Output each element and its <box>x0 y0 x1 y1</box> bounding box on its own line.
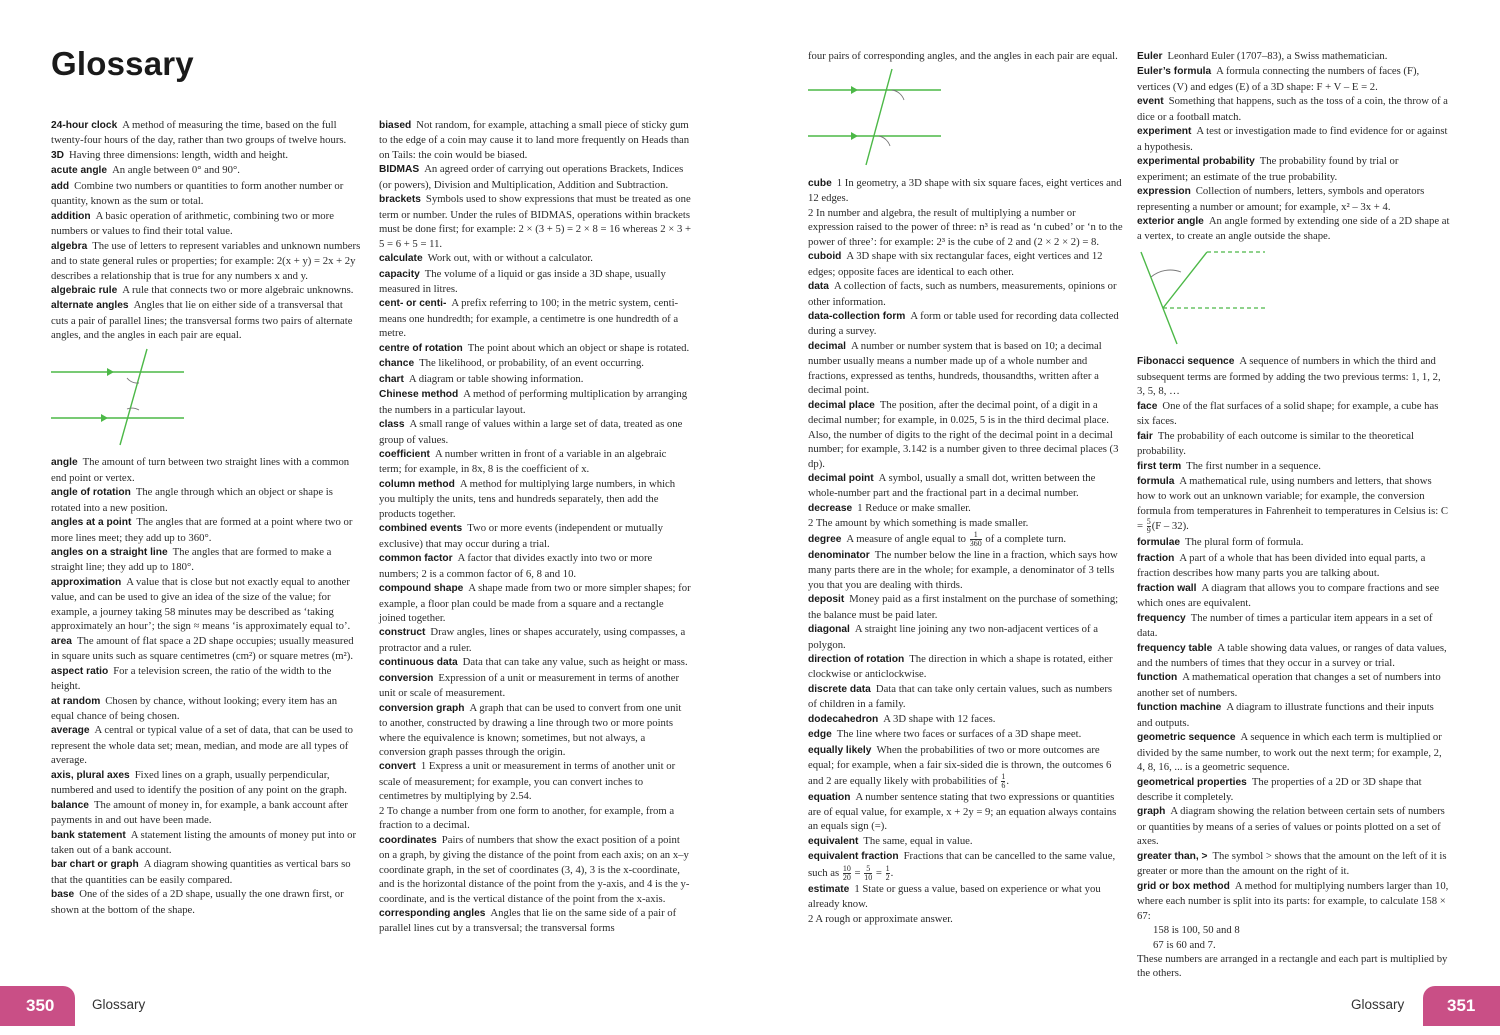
glossary-entry <box>808 531 1123 548</box>
glossary-term: denominator <box>808 549 870 561</box>
exterior-angles-diagram <box>1137 248 1450 350</box>
glossary-definition: A small range of values within a large set of data, treated as one group of values. <box>379 418 683 446</box>
glossary-entry <box>379 162 691 192</box>
glossary-term: corresponding angles <box>379 908 486 920</box>
glossary-definition: Having three dimensions: length, width and height. <box>69 148 289 161</box>
glossary-definition: Something that happens, such as the toss of a coin, the throw of a dice or a football match. <box>1137 95 1448 123</box>
glossary-entry <box>1137 849 1450 879</box>
glossary-definition: A method of performing multiplication by arranging the numbers in a particular layout. <box>379 388 688 416</box>
glossary-definition: The line where two faces or surfaces of a 3D shape meet. <box>836 728 1082 741</box>
glossary-term: angle <box>51 457 78 469</box>
glossary-entry <box>379 341 691 356</box>
glossary-term: balance <box>51 799 89 811</box>
glossary-definition: Leonhard Euler (1707–83), a Swiss mathematician. <box>1167 50 1388 62</box>
glossary-definition: The angles that are formed at a point where two or more lines meet; they add up to 360°. <box>51 516 353 544</box>
glossary-entry: 2 A rough or approximate answer. <box>808 912 953 925</box>
glossary-term: convert <box>379 761 416 773</box>
glossary-definition: The point about which an object or shape is rotated. <box>467 341 690 354</box>
glossary-term: fair <box>1137 430 1153 442</box>
glossary-definition: A method for multiplying numbers larger than 10, where each number is split into its parts: for example, to calculate 158 × 67: <box>1137 879 1449 922</box>
glossary-term: first term <box>1137 460 1182 472</box>
glossary-definition: A straight line joining any two non-adjacent vertices of a polygon. <box>808 623 1098 651</box>
glossary-definition: Angles that lie on either side of a transversal that cuts a pair of parallel lines; the transversal forms two pairs of alternate angles, and the angles in each pair are equal. <box>51 299 353 342</box>
glossary-term: capacity <box>379 268 420 280</box>
glossary-definition: For a television screen, the ratio of the width to the height. <box>51 664 332 693</box>
glossary-definition: The direction in which a shape is rotated, either clockwise or anticlockwise. <box>808 652 1113 681</box>
glossary-entry <box>1137 730 1450 774</box>
glossary-entry <box>379 267 691 297</box>
right-page-number: 351 <box>1447 996 1476 1015</box>
glossary-definition: A method of measuring the time, based on the full twenty-four hours of the day, rather than two groups of twelve hours. <box>51 119 347 147</box>
glossary-entry: 2 The amount by which something is made smaller. <box>808 517 1029 530</box>
glossary-entry <box>1137 184 1450 214</box>
glossary-definition: A number or number system that is based on 10; a decimal number usually means a number made up of a whole number and fractions, expressed as tenths, hundreds, thousandths, written after a decimal point. <box>808 339 1102 397</box>
glossary-definition: A mathematical rule, using numbers and letters, that shows how to work out an unknown variable; for example, the conversion formula from temperatures in Fahrenheit to temperatures in Celsius is: C = $\frac{5}{9}$ (F – 32). <box>1137 474 1449 536</box>
glossary-entry <box>51 239 361 283</box>
glossary-term: conversion <box>379 672 434 684</box>
glossary-definition: The symbol > shows that the amount on the left of it is greater or more than the amount on the right of it. <box>1137 849 1447 878</box>
glossary-term: decimal point <box>808 472 874 484</box>
glossary-entry <box>1137 459 1450 474</box>
glossary-entry <box>379 759 691 803</box>
glossary-entry <box>808 834 1123 849</box>
glossary-entry <box>1137 474 1450 535</box>
glossary-definition: A test or investigation made to find evidence for or against a hypothesis. <box>1137 125 1448 153</box>
glossary-definition: A rule that connects two or more algebraic unknowns. <box>122 283 354 296</box>
glossary-definition: When the probabilities of two or more outcomes are equal; for example, when a fair six-sided die is thrown, the outcomes 6 and 2 are equally likely with probabilities of $\frac{1}{6}$ . <box>808 743 1112 790</box>
glossary-term: equation <box>808 791 851 803</box>
glossary-entry <box>51 723 361 767</box>
glossary-definition: The use of letters to represent variables and unknown numbers and to state general rules or properties; for example: 2(x + y) = 2x + 2y describes a relationship that is true for any numbers x and y. <box>51 239 361 282</box>
glossary-term: formulae <box>1137 537 1181 549</box>
glossary-term: area <box>51 635 72 647</box>
glossary-entry <box>808 622 1123 652</box>
glossary-definition: The properties of a 2D or 3D shape that describe it completely. <box>1137 775 1422 804</box>
glossary-term: deposit <box>808 594 845 606</box>
glossary-term: frequency <box>1137 612 1186 624</box>
glossary-entry <box>808 471 1123 501</box>
glossary-term: cent- or centi- <box>379 298 447 310</box>
glossary-entry <box>379 833 691 906</box>
glossary-entry <box>379 655 691 670</box>
glossary-definition: The amount of money in, for example, a bank account after payments in and out have been made. <box>51 798 348 827</box>
glossary-term: Euler’s formula <box>1137 66 1212 78</box>
glossary-term: data-collection form <box>808 310 906 322</box>
glossary-definition: A diagram showing the relation between certain sets of numbers or quantities by means of a series of values or points plotted on a set of axes. <box>1137 805 1445 848</box>
glossary-definition: An angle between 0° and 90°. <box>112 164 240 177</box>
glossary-term: function machine <box>1137 702 1222 714</box>
glossary-definition: The first number in a sequence. <box>1186 459 1321 472</box>
glossary-term: coefficient <box>379 448 430 460</box>
glossary-term: calculate <box>379 253 423 265</box>
glossary-definition: Symbols used to show expressions that must be treated as one term or number. Under the rules of BIDMAS, operations within brackets must be done first; for example: 2 × (3 + 5) = 2 × 8 = 16 whereas 2 × 3 + 5 = 6 + 5 = 11. <box>379 193 691 250</box>
glossary-term: cuboid <box>808 251 842 263</box>
glossary-definition: The number of times a particular item appears in a set of data. <box>1137 611 1433 640</box>
glossary-entry <box>51 283 361 298</box>
glossary-entry <box>1137 879 1450 923</box>
glossary-term: angles at a point <box>51 517 132 529</box>
glossary-entry <box>379 625 691 655</box>
glossary-definition: The amount of flat space a 2D shape occupies; usually measured in square units such as square centimetres (cm²) or square metres (m²). <box>51 634 354 663</box>
glossary-entry <box>379 906 691 936</box>
glossary-term: centre of rotation <box>379 342 463 354</box>
glossary-entry <box>1137 64 1450 94</box>
glossary-term: frequency table <box>1137 642 1213 654</box>
left-footer-label: Glossary <box>92 997 146 1012</box>
glossary-entry <box>808 279 1123 309</box>
glossary-term: construct <box>379 627 426 639</box>
glossary-entry <box>379 477 691 521</box>
glossary-entry: 2 To change a number from one form to another, for example, from a fraction to a decimal. <box>379 804 675 832</box>
glossary-column-1 <box>51 118 361 917</box>
glossary-definition: Fractions that can be cancelled to the same value, such as $\frac{10}{20}$ = $\frac{5}{10}$ = $\frac{1}{2}$ . <box>808 850 1116 882</box>
glossary-definition: Money paid as a first instalment on the purchase of something; the balance must be paid later. <box>808 593 1119 621</box>
glossary-entry: 158 is 100, 50 and 8 <box>1153 924 1240 937</box>
glossary-term: fraction <box>1137 552 1175 564</box>
glossary-term: continuous data <box>379 657 458 669</box>
glossary-definition: An agreed order of carrying out operations Brackets, Indices (or powers), Division and Multiplication, Addition and Subtraction. <box>379 163 684 191</box>
glossary-definition: The amount of turn between two straight lines with a common end point or vertex. <box>51 456 350 484</box>
glossary-entry <box>1137 700 1450 730</box>
glossary-entry <box>379 387 691 417</box>
glossary-definition: A shape made from two or more simpler shapes; for example, a floor plan could be made from a square and a rectangle joined together. <box>379 582 691 624</box>
glossary-term: graph <box>1137 806 1166 818</box>
glossary-term: event <box>1137 96 1164 108</box>
glossary-definition: The likelihood, or probability, of an event occurring. <box>419 357 644 370</box>
glossary-entry <box>808 712 1123 727</box>
glossary-entry <box>1137 429 1450 459</box>
glossary-definition: Not random, for example, attaching a small piece of sticky gum to the edge of a coin may cause it to land more frequently on Heads than on Tails: the coin would be biased. <box>379 119 690 161</box>
glossary-entry <box>1137 581 1450 611</box>
glossary-definition: A prefix referring to 100; in the metric system, centi- means one hundredth; for example, a centimetre is one hundredth of a metre. <box>379 297 679 340</box>
glossary-definition: Work out, with or without a calculator. <box>427 252 593 265</box>
glossary-entry <box>808 339 1123 398</box>
glossary-definition: A method for multiplying large numbers, in which you multiply the units, tens and hundreds separately, then add the products together. <box>379 477 676 520</box>
glossary-entry <box>379 192 691 251</box>
glossary-term: direction of rotation <box>808 653 905 665</box>
glossary-term: 3D <box>51 149 65 161</box>
glossary-term: angles on a straight line <box>51 546 168 558</box>
glossary-term: BIDMAS <box>379 164 420 176</box>
glossary-entry <box>1137 804 1450 848</box>
right-page-number-tab <box>1423 986 1500 1026</box>
glossary-entry <box>808 727 1123 742</box>
glossary-definition: A mathematical operation that changes a set of numbers into another set of numbers. <box>1137 671 1441 699</box>
glossary-definition: 1 In geometry, a 3D shape with six square faces, eight vertices and 12 edges. <box>808 176 1122 205</box>
glossary-definition: Collection of numbers, letters, symbols and operators representing a number or amount; for example, x² – 3x + 4. <box>1137 185 1425 213</box>
glossary-entry <box>379 417 691 447</box>
glossary-entry <box>379 372 691 387</box>
glossary-definition: A basic operation of arithmetic, combining two or more numbers or values to find their total value. <box>51 209 334 238</box>
glossary-definition: A diagram that allows you to compare fractions and see which ones are equivalent. <box>1137 581 1440 610</box>
glossary-entry <box>1137 551 1450 581</box>
glossary-definition: A value that is close but not exactly equal to another value, and can be used to give an idea of the size of the value; for example, a journey taking 58 minutes may be described as ‘taking approximately an hour’; the sign ≈ means ‘is approximately equal to’. <box>51 575 351 633</box>
glossary-definition: Draw angles, lines or shapes accurately, using compasses, a protractor and a ruler. <box>379 626 686 654</box>
glossary-column-4 <box>1137 49 1450 981</box>
left-page-number-tab <box>0 986 75 1026</box>
glossary-entry <box>808 309 1123 339</box>
glossary-entry <box>808 682 1123 712</box>
glossary-definition: A diagram or table showing information. <box>408 372 584 385</box>
glossary-entry <box>379 521 691 551</box>
glossary-entry: four pairs of corresponding angles, and the angles in each pair are equal. <box>808 50 1118 62</box>
glossary-entry <box>51 209 361 239</box>
glossary-definition: The probability of each outcome is similar to the theoretical probability. <box>1137 429 1414 458</box>
glossary-definition: Pairs of numbers that show the exact position of a point on a graph, by giving the distance of the point from each axis; on an x–y coordinate graph, in the set of coordinates (3, 4), 3 is the x-coordinate, and is the horizontal distance of the point from the y-axis, and 4 is the y-coordinate, and is the vertical distance of the point from the x-axis. <box>379 833 690 905</box>
glossary-definition: The plural form of formula. <box>1185 536 1304 549</box>
glossary-definition: A symbol, usually a small dot, written between the whole-number part and the fractional part in a decimal number. <box>808 471 1096 500</box>
glossary-entry <box>379 581 691 625</box>
glossary-entry <box>1137 670 1450 700</box>
glossary-term: bar chart or graph <box>51 859 139 871</box>
glossary-entry <box>808 176 1123 206</box>
corresponding-angles-diagram <box>808 67 1123 171</box>
glossary-entry <box>51 798 361 828</box>
glossary-definition: A table showing data values, or ranges of data values, and the numbers of times that they occur in a survey or trial. <box>1137 641 1447 669</box>
glossary-definition: A form or table used for recording data collected during a survey. <box>808 309 1119 338</box>
glossary-entry <box>808 849 1123 881</box>
glossary-term: exterior angle <box>1137 215 1204 227</box>
glossary-entry <box>1137 214 1450 244</box>
glossary-entry <box>379 447 691 477</box>
glossary-definition: A 3D shape with 12 faces. <box>883 712 996 725</box>
glossary-term: decrease <box>808 502 853 514</box>
glossary-entry <box>1137 611 1450 641</box>
glossary-term: geometrical properties <box>1137 776 1247 788</box>
glossary-definition: The volume of a liquid or gas inside a 3D shape, usually measured in litres. <box>379 267 666 295</box>
glossary-definition: A factor that divides exactly into two or more numbers; 2 is a common factor of 6, 8 and 10. <box>379 552 653 580</box>
page-title: Glossary <box>51 45 194 82</box>
glossary-definition: 1 Reduce or make smaller. <box>857 501 971 514</box>
glossary-entry <box>51 179 361 209</box>
glossary-term: Fibonacci sequence <box>1137 356 1235 368</box>
glossary-entry <box>808 790 1123 834</box>
glossary-entry <box>379 671 691 701</box>
glossary-term: edge <box>808 729 832 741</box>
glossary-entry <box>808 398 1123 471</box>
glossary-term: acute angle <box>51 165 108 177</box>
glossary-definition: The angle through which an object or shape is rotated into a new position. <box>51 486 333 514</box>
glossary-term: diagonal <box>808 624 850 636</box>
glossary-definition: 1 Express a unit or measurement in terms of another unit or scale of measurement; for example, you can convert inches to centimetres by multiplying by 2.54. <box>379 760 676 803</box>
glossary-definition: A statement listing the amounts of money put into or taken out of a bank account. <box>51 828 357 857</box>
glossary-entry <box>1137 94 1450 124</box>
glossary-definition: A 3D shape with six rectangular faces, eight vertices and 12 edges; opposite faces are identical to each other. <box>808 250 1103 278</box>
glossary-term: algebra <box>51 240 88 252</box>
glossary-entry <box>51 298 361 342</box>
glossary-term: column method <box>379 478 455 490</box>
glossary-definition: A diagram showing quantities as vertical bars so that the quantities can be easily compared. <box>51 858 351 886</box>
glossary-entry <box>379 701 691 760</box>
glossary-definition: The same, equal in value. <box>863 834 973 847</box>
glossary-entry <box>51 163 361 178</box>
glossary-entry <box>51 515 361 545</box>
glossary-term: base <box>51 889 75 901</box>
glossary-column-3 <box>808 49 1123 926</box>
glossary-term: formula <box>1137 475 1175 487</box>
glossary-entry <box>51 485 361 515</box>
glossary-definition: The position, after the decimal point, of a digit in a decimal number; for example, in 0.025, 5 is in the third decimal place. Also, the number of digits to the right of the decimal point in a decimal number; for example, 3.142 is a number given to three decimal places (3 dp). <box>808 398 1119 470</box>
glossary-entry <box>1137 775 1450 805</box>
glossary-term: alternate angles <box>51 300 129 312</box>
glossary-entry: These numbers are arranged in a rectangle and each part is multiplied by the others. <box>1137 953 1448 980</box>
glossary-term: addition <box>51 210 91 222</box>
glossary-entry <box>51 694 361 724</box>
glossary-term: axis, plural axes <box>51 769 130 781</box>
glossary-entry <box>1137 154 1450 184</box>
glossary-entry <box>808 249 1123 279</box>
glossary-term: face <box>1137 400 1158 412</box>
glossary-entry <box>51 664 361 694</box>
glossary-definition: A central or typical value of a set of data, that can be used to represent the whole data set; mean, median, and mode are all types of average. <box>51 724 354 767</box>
glossary-term: at random <box>51 695 101 707</box>
glossary-term: greater than, > <box>1137 850 1208 862</box>
glossary-entry <box>1137 399 1450 429</box>
glossary-term: estimate <box>808 883 850 895</box>
glossary-entry <box>1137 49 1450 64</box>
glossary-term: fraction wall <box>1137 582 1197 594</box>
glossary-term: equivalent <box>808 835 859 847</box>
glossary-definition: A formula connecting the numbers of faces (F), vertices (V) and edges (E) of a 3D shape: F + V – E = 2. <box>1137 65 1420 93</box>
glossary-term: grid or box method <box>1137 880 1230 892</box>
glossary-entry <box>379 118 691 162</box>
glossary-entry <box>379 551 691 581</box>
glossary-definition: The number below the line in a fraction, which says how many parts there are in the whole; for example, a denominator of 3 tells you that you are dealing with thirds. <box>808 548 1118 591</box>
glossary-term: algebraic rule <box>51 284 118 296</box>
glossary-term: approximation <box>51 576 122 588</box>
glossary-entry <box>808 652 1123 682</box>
glossary-term: 24-hour clock <box>51 120 118 131</box>
glossary-definition: One of the sides of a 2D shape, usually the one drawn first, or shown at the bottom of the shape. <box>51 888 344 916</box>
glossary-entry <box>1137 535 1450 550</box>
glossary-entry <box>808 548 1123 592</box>
glossary-term: data <box>808 281 829 293</box>
glossary-term: common factor <box>379 553 453 565</box>
glossary-term: class <box>379 419 405 431</box>
glossary-term: chart <box>379 373 404 385</box>
glossary-definition: A collection of facts, such as numbers, measurements, opinions or other information. <box>808 280 1117 308</box>
glossary-entry <box>51 828 361 858</box>
glossary-entry <box>51 118 361 148</box>
glossary-entry <box>808 501 1123 516</box>
glossary-term: add <box>51 180 70 192</box>
glossary-definition: A sequence in which each term is multiplied or divided by the same number, to work out the next term; for example, 2, 4, 8, 16, ... is a geometric sequence. <box>1137 731 1442 774</box>
glossary-term: function <box>1137 672 1178 684</box>
glossary-definition: The angles that are formed to make a straight line; they add up to 180°. <box>51 545 332 574</box>
glossary-term: equally likely <box>808 744 872 756</box>
glossary-entry: 2 In number and algebra, the result of multiplying a number or expression raised to the power of three: n³ is read as ‘n cubed’ or ‘n to the power of three’: for example: 2³ is the cube of 2 and (2 × 2 × 2) = 8. <box>808 206 1123 248</box>
glossary-term: discrete data <box>808 683 871 695</box>
glossary-entry <box>51 857 361 887</box>
glossary-entry <box>51 768 361 798</box>
right-footer-label: Glossary <box>1351 997 1405 1012</box>
glossary-term: geometric sequence <box>1137 732 1236 744</box>
glossary-entry: 67 is 60 and 7. <box>1153 938 1216 951</box>
glossary-term: coordinates <box>379 834 437 846</box>
glossary-entry <box>379 251 691 266</box>
glossary-term: combined events <box>379 523 463 535</box>
glossary-term: chance <box>379 358 415 370</box>
glossary-term: equivalent fraction <box>808 851 899 863</box>
glossary-definition: A diagram to illustrate functions and their inputs and outputs. <box>1137 701 1434 729</box>
glossary-term: experiment <box>1137 126 1192 138</box>
glossary-definition: Fixed lines on a graph, usually perpendicular, numbered and used to identify the position of any point on the graph. <box>51 768 347 797</box>
glossary-definition: A graph that can be used to convert from one unit to another, constructed by drawing a line through two or more points where the equivalence is known; sometimes, but not always, a conversion graph passes through the origin. <box>379 701 682 759</box>
glossary-definition: Combine two numbers or quantities to form another number or quantity, known as the sum or total. <box>51 179 344 208</box>
glossary-definition: One of the flat surfaces of a solid shape; for example, a cube has six faces. <box>1137 399 1439 428</box>
glossary-entry <box>1137 124 1450 154</box>
glossary-column-2 <box>379 118 691 936</box>
glossary-definition: An angle formed by extending one side of a 2D shape at a vertex, to create an angle outside the shape. <box>1137 214 1450 243</box>
glossary-entry <box>51 887 361 917</box>
glossary-term: experimental probability <box>1137 156 1255 168</box>
glossary-definition: A measure of angle equal to $\frac{1}{360}$ of a complete turn. <box>846 529 1067 548</box>
glossary-definition: Chosen by chance, without looking; every item has an equal chance of being chosen. <box>51 694 338 722</box>
glossary-entry <box>51 545 361 575</box>
glossary-entry <box>51 455 361 485</box>
glossary-term: compound shape <box>379 583 464 595</box>
glossary-entry <box>379 296 691 340</box>
glossary-entry <box>51 575 361 634</box>
glossary-entry <box>808 882 1123 912</box>
glossary-term: bank statement <box>51 829 126 841</box>
glossary-definition: 1 State or guess a value, based on experience or what you already know. <box>808 882 1101 911</box>
glossary-term: average <box>51 725 90 737</box>
alternate-angles-diagram <box>51 347 361 451</box>
glossary-term: brackets <box>379 194 421 206</box>
glossary-definition: Data that can take only certain values, such as numbers of children in a family. <box>808 682 1113 711</box>
glossary-term: cube <box>808 177 832 189</box>
glossary-term: Euler <box>1137 51 1163 62</box>
glossary-entry <box>808 743 1123 790</box>
left-page-number: 350 <box>26 996 55 1015</box>
glossary-definition: Two or more events (independent or mutually exclusive) that may occur during a trial. <box>379 522 663 550</box>
glossary-definition: A number sentence stating that two expressions or quantities are of equal value, for example, x + 2y = 9; an equation always contains an equals sign (=). <box>808 790 1117 833</box>
glossary-term: dodecahedron <box>808 713 879 725</box>
glossary-term: decimal place <box>808 399 875 411</box>
glossary-definition: Data that can take any value, such as height or mass. <box>462 656 688 669</box>
glossary-entry <box>51 148 361 163</box>
glossary-term: expression <box>1137 186 1191 198</box>
glossary-definition: Expression of a unit or measurement in terms of another unit or scale of measurement. <box>379 671 680 700</box>
glossary-definition: The probability found by trial or experiment; an estimate of the true probability. <box>1137 155 1399 183</box>
glossary-entry <box>808 592 1123 622</box>
glossary-entry <box>1137 354 1450 398</box>
glossary-definition: A sequence of numbers in which the third and subsequent terms are formed by adding the two previous terms: 1, 1, 2, 3, 5, 8, … <box>1137 355 1441 398</box>
glossary-definition: A part of a whole that has been divided into equal parts, a fraction describes how many parts you are talking about. <box>1137 551 1426 580</box>
glossary-term: decimal <box>808 340 846 352</box>
glossary-term: conversion graph <box>379 702 465 714</box>
glossary-definition: A number written in front of a variable in an algebraic term; for example, in 8x, 8 is the coefficient of x. <box>379 447 667 476</box>
glossary-definition: Angles that lie on the same side of a pair of parallel lines cut by a transversal; the transversal forms <box>379 907 677 935</box>
glossary-entry <box>379 356 691 371</box>
glossary-term: Chinese method <box>379 389 459 401</box>
glossary-entry <box>1137 641 1450 671</box>
glossary-term: degree <box>808 533 842 545</box>
glossary-term: aspect ratio <box>51 665 109 677</box>
glossary-term: angle of rotation <box>51 487 131 499</box>
glossary-term: biased <box>379 120 412 131</box>
glossary-entry <box>51 634 361 664</box>
